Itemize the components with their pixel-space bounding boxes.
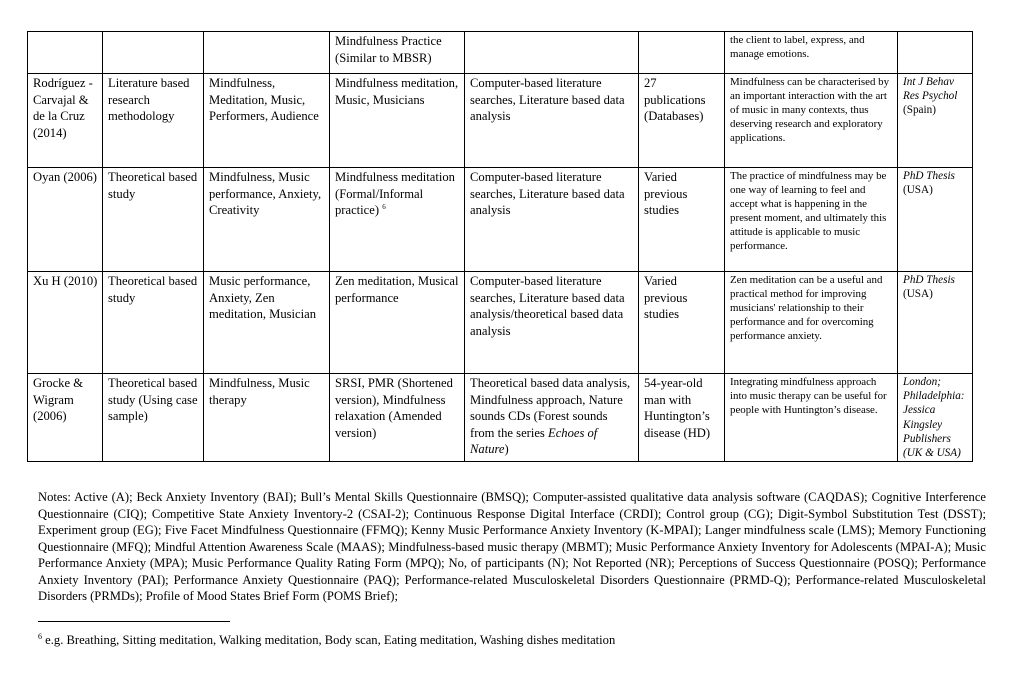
footnote-ref: 6 [382, 202, 386, 211]
cell-sample: Varied previous studies [639, 168, 725, 272]
cell-method: Theoretical based study [103, 272, 204, 374]
cell-findings: The practice of mindfulness may be one way of learning to feel and accept what is happening in the present moment, and ultimately this attitude is applicable to music performance. [725, 168, 898, 272]
cell-source [898, 168, 973, 272]
cell-measures: Computer-based literature searches, Literature based data analysis/theoretical based data analysis [465, 272, 639, 374]
cell-author: Grocke & Wigram (2006) [28, 374, 103, 462]
cell-findings: Mindfulness can be characterised by an important interaction with the art of music in many contexts, thus deserving research and exploratory applications. [725, 74, 898, 168]
cell-source [898, 32, 973, 74]
source-country: (Spain) [903, 104, 936, 117]
cell-findings: Zen meditation can be a useful and practical method for improving musicians' relationship to their performance and for overcoming performance anxiety. [725, 272, 898, 374]
cell-source [898, 374, 973, 462]
cell-measures: Computer-based literature searches, Literature based data analysis [465, 168, 639, 272]
cell-sample: 27 publications (Databases) [639, 74, 725, 168]
cell-findings: Integrating mindfulness approach into music therapy can be useful for people with Huntington’s disease. [725, 374, 898, 462]
source-country: (USA) [903, 184, 933, 197]
cell-measures [465, 374, 639, 462]
cell-intervention [330, 168, 465, 272]
abbreviation-notes: Notes: Active (A); Beck Anxiety Inventory (BAI); Bull’s Mental Skills Questionnaire (BMSQ); Computer-assisted qualitative data analysis software (CAQDAS); Cognitive Interference Questionnaire (CIQ); Competitive State Anxiety Inventory-2 (CSAI-2); Continuous Response Digital Interface (CRDI); Control group (CG); Digit-Symbol Substitution Test (DSST); Experiment group (EG); Five Facet Mindfulness Questionnaire (FFMQ); Kenny Music Performance Anxiety Inventory (K-MPAI); Langer mindfulness scale (LMS); Memory Functioning Questionnaire (MFQ); Mindful Attention Awareness Scale (MAAS); Mindfulness-based music therapy (MBMT); Music Performance Anxiety Inventory for Adolescents (MPAI-A); Music Performance Anxiety (MPA); Music Performance Quality Rating Form (MPQ); No, of participants (N); Not Reported (NR); Perceptions of Success Questionnaire (POSQ); Performance Anxiety Inventory (PAI); Performance Anxiety Questionnaire (PAQ); Performance-related Musculoskeletal Disorders Questionnaire (PRMD-Q); Performance-related Musculoskeletal Disorders (PRMDs); Profile of Mood States Brief Form (POMS Brief); [38, 490, 986, 603]
source-title: PhD Thesis [903, 170, 955, 182]
source-title: London; Philadelphia: Jessica Kingsley Publishers [903, 376, 965, 445]
cell-author: Oyan (2006) [28, 168, 103, 272]
footnote-text: e.g. Breathing, Sitting meditation, Walking meditation, Body scan, Eating meditation, Washing dishes meditation [45, 633, 616, 647]
cell-intervention [330, 374, 465, 462]
cell-sample [639, 32, 725, 74]
intervention-text: Mindfulness meditation, Music, Musicians [335, 76, 459, 107]
cell-intervention [330, 74, 465, 168]
cell-keywords: Mindfulness, Meditation, Music, Performers, Audience [204, 74, 330, 168]
source-title: Int J Behav Res Psychol [903, 76, 958, 103]
table-row [28, 272, 973, 374]
cell-keywords: Mindfulness, Music therapy [204, 374, 330, 462]
table-row [28, 32, 973, 74]
cell-author: Xu H (2010) [28, 272, 103, 374]
cell-source [898, 74, 973, 168]
cell-measures [465, 32, 639, 74]
intervention-text: Mindfulness meditation (Formal/Informal practice) [335, 170, 455, 217]
cell-author: Rodríguez - Carvajal & de la Cruz (2014) [28, 74, 103, 168]
cell-source [898, 272, 973, 374]
cell-intervention [330, 32, 465, 74]
table-row [28, 374, 973, 462]
cell-author [28, 32, 103, 74]
cell-intervention [330, 272, 465, 374]
cell-method: Theoretical based study [103, 168, 204, 272]
measures-text: Theoretical based data analysis, Mindfulness approach, Nature sounds CDs (Forest sounds from the series [470, 376, 631, 440]
cell-keywords: Music performance, Anxiety, Zen meditation, Musician [204, 272, 330, 374]
cell-findings: the client to label, express, and manage emotions. [725, 32, 898, 74]
cell-keywords [204, 32, 330, 74]
intervention-text: SRSI, PMR (Shortened version), Mindfulness relaxation (Amended version) [335, 376, 453, 440]
table-row [28, 74, 973, 168]
intervention-text: Mindfulness Practice (Similar to MBSR) [335, 34, 442, 65]
source-title: PhD Thesis [903, 274, 955, 286]
intervention-text: Zen meditation, Musical performance [335, 274, 459, 305]
measures-suffix: ) [504, 442, 509, 456]
footnote-marker: 6 [38, 631, 42, 641]
table-row [28, 168, 973, 272]
series-title: Echoes of Nature [470, 425, 598, 456]
source-country: (USA) [903, 288, 933, 301]
footnote [38, 632, 615, 648]
footnote-divider [38, 621, 230, 622]
source-country: (UK & USA) [903, 447, 961, 460]
review-table [27, 31, 973, 462]
cell-sample: Varied previous studies [639, 272, 725, 374]
cell-method [103, 32, 204, 74]
cell-measures: Computer-based literature searches, Literature based data analysis [465, 74, 639, 168]
cell-sample: 54-year-old man with Huntington’s disease (HD) [639, 374, 725, 462]
cell-method: Theoretical based study (Using case sample) [103, 374, 204, 462]
cell-keywords: Mindfulness, Music performance, Anxiety, Creativity [204, 168, 330, 272]
cell-method: Literature based research methodology [103, 74, 204, 168]
